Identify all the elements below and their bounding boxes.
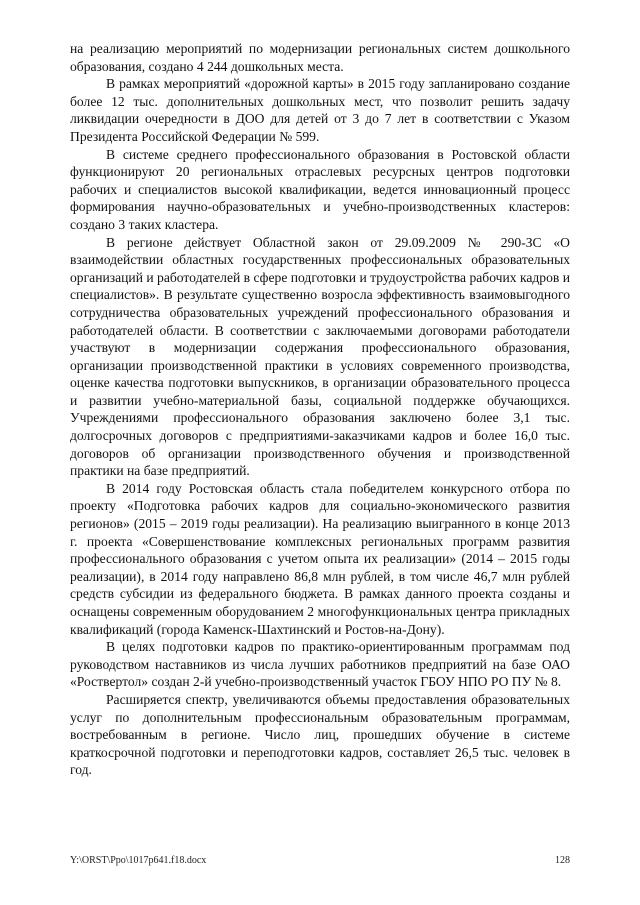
paragraph-continuation: на реализацию мероприятий по модернизации региональных систем дошкольного образования, создано 4 244 дошкольных места.: [70, 41, 570, 74]
paragraph-rostvertol: В целях подготовки кадров по практико-ориентированным программам под руководством наставников из числа лучших работников предприятий на базе ОАО «Роствертол» создан 2-й учебно-производственный участок ГБОУ НПО РО ПУ № 8.: [70, 639, 570, 690]
paragraph-competition-2014: В 2014 году Ростовская область стала победителем конкурсного отбора по проекту «Подготовка рабочих кадров для социально-экономического развития регионов» (2015 – 2019 годы реализации). На реализацию выигранного в конце 2013 г. проекта «Совершенствование комплексных региональных программ развития профессионального образования с учетом опыта их реализации» (2014 – 2015 годы реализации), в 2014 году направлено 86,8 млн рублей, в том числе 46,7 млн рублей средств субсидии из федерального бюджета. В рамках данного проекта созданы и оснащены современным оборудованием 2 многофункциональных центра прикладных квалификаций (города Каменск-Шахтинский и Ростов-на-Дону).: [70, 480, 570, 637]
page-number: 128: [555, 855, 570, 866]
paragraph-resource-centers: В системе среднего профессионального образования в Ростовской области функционируют 20 региональных отраслевых ресурсных центров подготовки рабочих и специалистов высокой квалификации, ведется инновационный процесс формирования научно-образовательных и учебно-производственных кластеров: создано 3 таких кластера.: [70, 146, 570, 232]
paragraph-regional-law: В регионе действует Областной закон от 29.09.2009 № 290-ЗС «О взаимодействии областных государственных профессиональных образовательных организаций и работодателей в сфере подготовки и трудоустройства рабочих кадров и специалистов». В результате существенно возросла эффективность взаимовыгодного сотрудничества образовательных учреждений профессионального образования и работодателей области. В соответствии с заключаемыми договорами работодатели участвуют в модернизации содержания профессионального образования, организации производственной практики в условиях современного производства, оценке качества подготовки выпускников, в организации образовательного процесса и развитии учебно-материальной базы, социальной поддержке обучающихся. Учреждениями профессионального образования заключено более 3,1 тыс. долгосрочных договоров с предприятиями-заказчиками кадров и более 16,0 тыс. договоров об организации производственного обучения и производственной практики на базе предприятий.: [70, 234, 570, 479]
footer-file-path: Y:\ORST\Ppo\1017p641.f18.docx: [70, 855, 207, 866]
document-body: [70, 40, 570, 779]
paragraph-road-map: В рамках мероприятий «дорожной карты» в 2015 году запланировано создание более 12 тыс. дополнительных дошкольных мест, что позволит решить задачу ликвидации очередности в ДОО для детей от 3 до 7 лет в соответствии с Указом Президента Российской Федерации № 599.: [70, 76, 570, 144]
paragraph-additional-education: Расширяется спектр, увеличиваются объемы предоставления образовательных услуг по дополнительным профессиональным образовательным программам, востребованным в регионе. Число лиц, прошедших обучение в системе краткосрочной подготовки и переподготовки кадров, составляет 26,5 тыс. человек в год.: [70, 691, 570, 778]
